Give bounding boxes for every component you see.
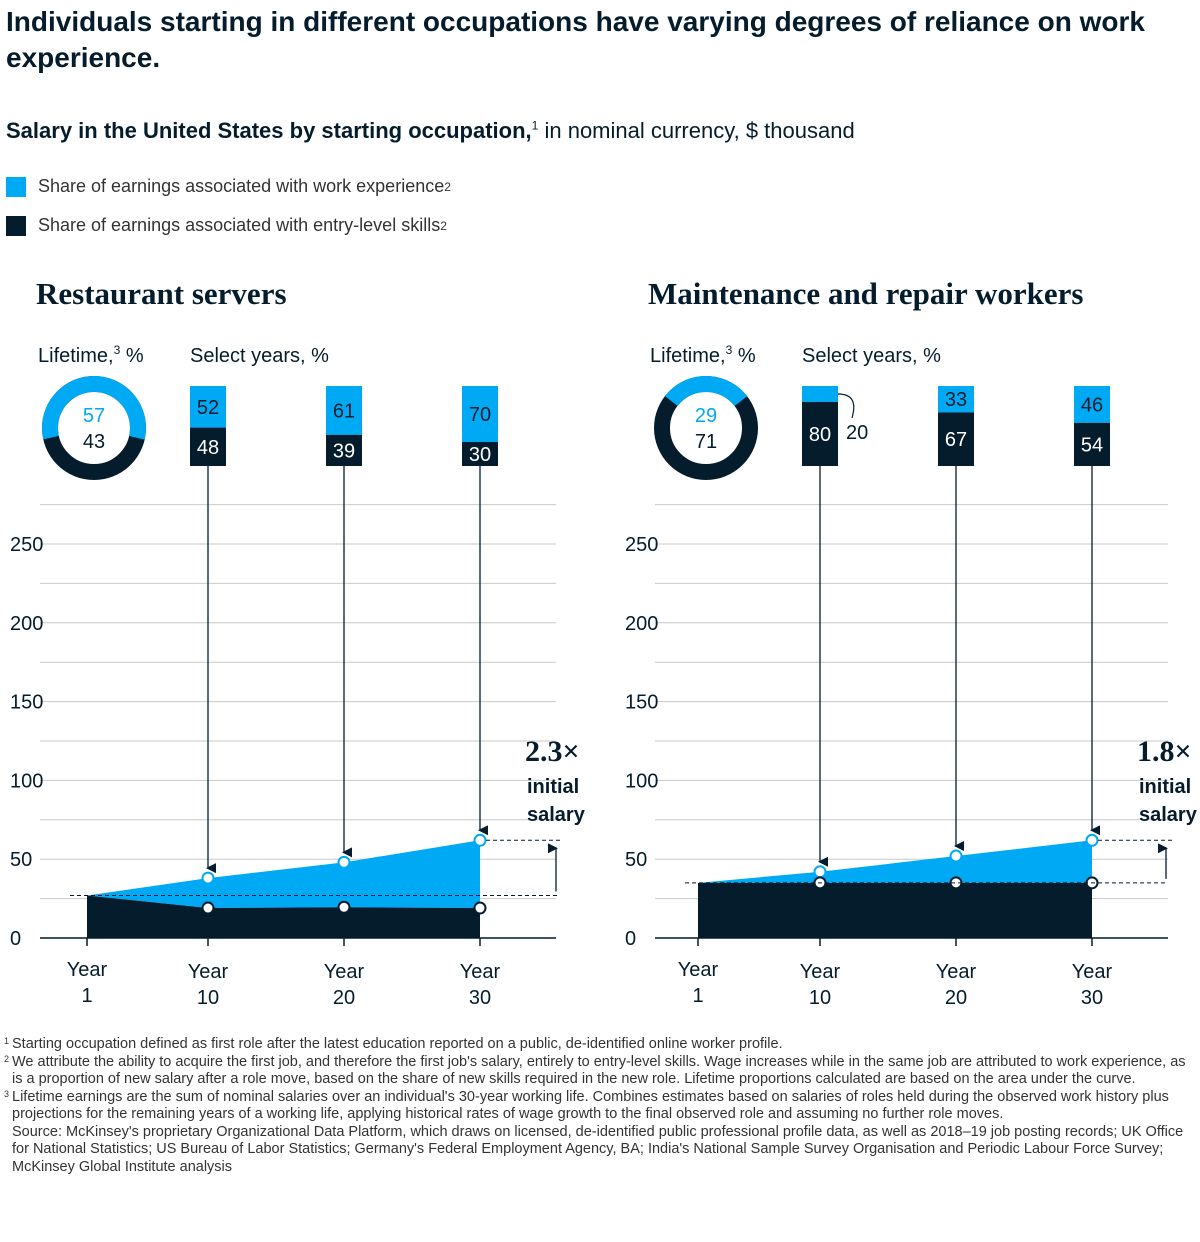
bar-label-entry: 80 [808,424,832,446]
y-tick-label: 250 [10,534,44,556]
footnote-2: 2 We attribute the ability to acquire the first job, and therefore the first job's salary, entirely to entry-level skills. Wage increases while in the same job are attributed to work experience, as is a proportion of new salary after a role move, based on the share of new skills required in the new role. Lifetime proportions calculated are based on the area under the curve. [4,1053,1186,1087]
legend-footnote-mark: 2 [444,179,451,194]
bar-label-entry: 54 [1080,434,1104,457]
x-tick-label: Year [1071,961,1113,983]
x-tick-label: Year [323,961,365,983]
y-tick-label: 100 [625,770,659,793]
bar-label-entry: 39 [332,440,356,463]
point-entry [203,903,214,914]
subtitle-footnote-mark: 1 [531,118,539,133]
bar-label-entry: 30 [468,444,492,466]
subtitle-rest: in nominal currency, $ thousand [538,118,855,143]
bar-label-experience: 20 [846,422,869,444]
x-tick-label: 10 [196,987,220,1009]
growth-multiple: 1.8× [1137,735,1192,768]
donut-label-experience: 29 [694,405,718,427]
donut-label-entry: 43 [82,431,106,453]
footnote-1: 1 Starting occupation defined as first role after the latest education reported on a public, de-identified online worker profile. [4,1036,783,1052]
x-tick-label: Year [187,961,229,983]
subtitle-bold: Salary in the United States by starting occupation, [6,118,532,143]
panel-title: Maintenance and repair workers [648,276,1084,311]
point-entry [475,903,486,914]
point-total [951,851,962,862]
growth-label: initial [527,776,580,798]
point-total [815,866,826,877]
bar-label-entry: 67 [944,429,968,452]
chart-title: Individuals starting in different occupations have varying degrees of reliance on work experience. [6,6,1145,73]
x-tick-label: 20 [332,987,356,1009]
bar-label-leader [838,394,854,418]
y-tick-label: 200 [625,612,659,635]
point-total [339,857,350,868]
panel-title: Restaurant servers [36,276,287,311]
bar-label-experience: 70 [468,404,492,426]
x-tick-label: 20 [944,987,968,1009]
x-tick-label: 10 [808,987,832,1009]
donut-label-entry: 71 [694,431,718,453]
x-tick-label: 30 [468,987,492,1009]
x-tick-label: Year [66,959,108,981]
legend-label-entry: Share of earnings associated with entry-level skills [38,215,441,235]
growth-multiple: 2.3× [525,735,580,768]
bar-label-experience: 61 [332,400,356,423]
footnotes [4,1036,1196,1176]
x-tick-label: Year [677,959,719,981]
bar-label-experience: 52 [196,396,220,419]
bar-label-entry: 48 [196,436,220,459]
footnote-3: 3 Lifetime earnings are the sum of nominal salaries over an individual's 30-year working life. Combines estimates based on salaries of roles held during the observed work history plus projections for the remaining years of a working life, applying historical rates of wage growth to the final observed role and assuming no further role moves. [4,1088,1169,1122]
bar-segment-experience [802,386,838,402]
point-entry [339,902,350,913]
point-total [1087,835,1098,846]
y-tick-label: 150 [625,691,659,714]
source-note: Source: McKinsey's proprietary Organizational Data Platform, which draws on licensed, de-identified public professional profile data, as well as 2018–19 job posting records; UK Office for National Statistics; US Bureau of Labor Statistics; Germany's Federal Employment Agency, BA; India's National Sample Survey Organisation and Periodic Labour Force Survey; McKinsey Global Institute analysis [12,1123,1184,1175]
legend-footnote-mark: 2 [440,218,447,233]
x-tick-label: Year [799,961,841,983]
lifetime-label: Lifetime,$^3$ % [38,343,144,367]
point-total [203,873,214,884]
select-years-label: Select years, % [802,345,941,367]
point-total [475,835,486,846]
y-tick-label: 50 [625,849,648,872]
chart-panel-1 [10,276,586,1009]
legend-label-experience: Share of earnings associated with work experience [38,176,445,196]
y-tick-label: 50 [10,849,33,872]
y-tick-label: 0 [10,928,22,950]
x-tick-label: 1 [692,985,704,1007]
donut-label-experience: 57 [82,405,106,427]
growth-label: salary [527,804,585,826]
area-entry [698,883,1092,938]
area-experience [87,840,480,908]
bar-label-experience: 33 [944,389,968,412]
growth-label: initial [1139,776,1192,798]
lifetime-label: Lifetime,$^3$ % [650,343,756,367]
growth-label: salary [1139,804,1197,826]
y-tick-label: 200 [10,612,44,635]
bar-label-experience: 46 [1080,394,1104,417]
area-experience [698,840,1092,883]
y-tick-label: 0 [625,928,637,950]
select-years-label: Select years, % [190,345,329,367]
chart-panel-2 [625,276,1198,1009]
x-tick-label: Year [935,961,977,983]
y-tick-label: 150 [10,691,44,714]
x-tick-label: Year [459,961,501,983]
x-tick-label: 30 [1080,987,1104,1009]
x-tick-label: 1 [81,985,93,1007]
y-tick-label: 250 [625,534,659,556]
y-tick-label: 100 [10,770,44,793]
